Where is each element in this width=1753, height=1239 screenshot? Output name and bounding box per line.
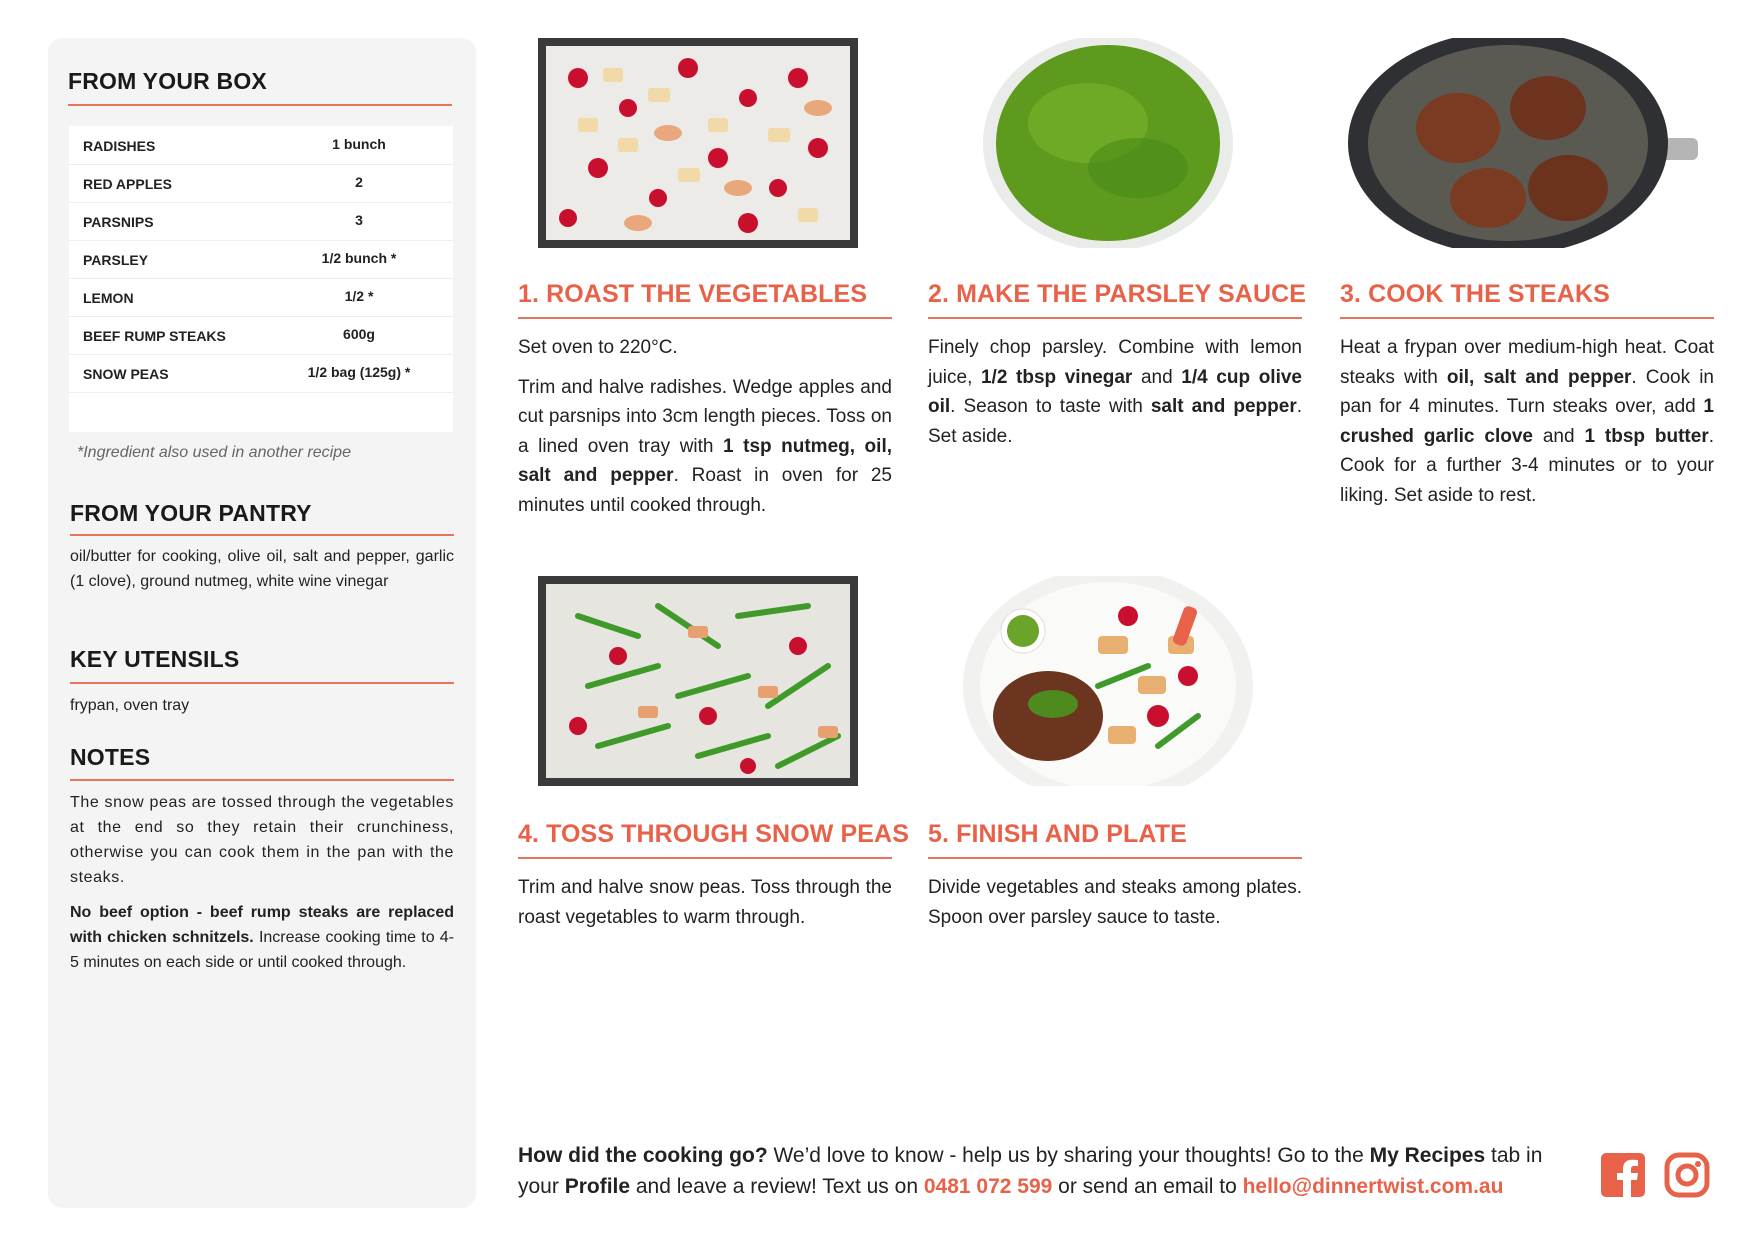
text-span: . Roast in oven for 25 minutes until cooked through. <box>518 465 892 516</box>
step-1-title: 1. ROAST THE VEGETABLES <box>518 280 868 308</box>
bold-span: 1/4 cup olive oil <box>928 366 1302 417</box>
plated-dish-photo <box>928 576 1288 786</box>
notes-no-beef-option: No beef option - beef rump steaks are replaced with chicken schnitzels. <box>70 904 454 946</box>
ingredient-name: RADISHES <box>83 138 156 154</box>
step-5-text: Divide vegetables and steaks among plates. Spoon over parsley sauce to taste. <box>928 877 1302 928</box>
step-3-p1 <box>1340 333 1714 510</box>
steaks-frypan-photo <box>1338 38 1698 248</box>
ingredient-qty: 1/2 * <box>344 288 374 304</box>
notes-text-2 <box>70 900 454 975</box>
step-1-p2 <box>518 373 892 521</box>
ingredient-row <box>69 354 453 393</box>
text-span: or send an email to <box>1052 1175 1243 1198</box>
ingredient-row <box>69 316 453 355</box>
ingredient-row <box>69 126 453 165</box>
ingredients-table <box>69 126 453 432</box>
facebook-icon[interactable] <box>1600 1152 1646 1198</box>
step-1-p1: Set oven to 220°C. <box>518 337 678 358</box>
ingredient-name: LEMON <box>83 290 134 306</box>
from-your-box-title: FROM YOUR BOX <box>68 68 267 94</box>
step-1-text <box>518 333 892 530</box>
text-span: and <box>1132 366 1182 388</box>
bold-span: oil, salt and pepper <box>1446 366 1632 388</box>
ingredient-qty: 600g <box>343 326 375 342</box>
bold-span: salt and pepper <box>1150 396 1297 417</box>
utensils-text: frypan, oven tray <box>70 697 190 714</box>
bold-span: 1/2 tbsp vinegar <box>980 366 1133 388</box>
roast-vegetables-photo <box>518 38 878 248</box>
text-span: We’d love to know - help us by sharing your thoughts! Go to the <box>767 1144 1370 1167</box>
divider <box>518 857 892 859</box>
feedback-footer <box>518 1140 1578 1202</box>
text-span: . Cook for a further 3-4 minutes or to your liking. Set aside to rest. <box>1340 425 1715 506</box>
divider <box>928 857 1302 859</box>
step-3-text <box>1340 333 1714 520</box>
ingredient-name: SNOW PEAS <box>83 366 169 382</box>
step-5-title: 5. FINISH AND PLATE <box>928 820 1187 848</box>
parsley-sauce-photo <box>928 38 1288 248</box>
divider <box>70 682 454 684</box>
email-link[interactable]: hello@dinnertwist.com.au <box>1242 1175 1504 1198</box>
text-span: and <box>1532 425 1585 447</box>
ingredient-row <box>69 202 453 241</box>
step-2-title: 2. MAKE THE PARSLEY SAUCE <box>928 280 1307 308</box>
ingredient-name: PARSLEY <box>83 252 149 268</box>
footer-question: How did the cooking go? <box>518 1144 768 1167</box>
ingredient-name: RED APPLES <box>83 176 172 192</box>
step-2-text <box>928 333 1302 461</box>
text-span: tab in your <box>518 1144 1543 1198</box>
footnote: *Ingredient also used in another recipe <box>77 444 351 461</box>
pantry-text: oil/butter for cooking, olive oil, salt and pepper, garlic (1 clove), ground nutmeg, white wine vinegar <box>70 548 454 590</box>
step-2-p1 <box>928 333 1302 451</box>
text-span: Trim and halve radishes. Wedge apples and cut parsnips into 3cm length pieces. Toss on a lined oven tray with <box>518 376 892 457</box>
divider <box>1340 317 1714 319</box>
ingredient-qty: 2 <box>355 174 363 190</box>
ingredient-name: BEEF RUMP STEAKS <box>83 328 226 344</box>
profile-link[interactable]: Profile <box>564 1175 631 1198</box>
text-span: Heat a frypan over medium-high heat. Coat steaks with <box>1340 337 1714 388</box>
ingredient-qty: 3 <box>355 212 363 228</box>
text-span: Finely chop parsley. Combine with lemon juice, <box>928 337 1302 388</box>
divider <box>928 317 1302 319</box>
ingredient-row <box>69 240 453 279</box>
instagram-icon[interactable] <box>1664 1152 1710 1198</box>
notes-text-1: The snow peas are tossed through the vegetables at the end so they retain their crunchiness, otherwise you can cook them in the pan with the steaks. <box>70 794 454 886</box>
pantry-title: FROM YOUR PANTRY <box>70 500 312 526</box>
ingredient-qty: 1/2 bag (125g) * <box>307 364 411 380</box>
divider <box>68 104 452 106</box>
step-4-text: Trim and halve snow peas. Toss through the roast vegetables to warm through. <box>518 877 892 928</box>
notes-text-2-rest: Increase cooking time to 4-5 minutes on each side or until cooked through. <box>70 929 454 971</box>
bold-span: 1 crushed garlic clove <box>1340 396 1714 447</box>
snow-peas-tray-photo <box>518 576 878 786</box>
divider <box>70 534 454 536</box>
bold-span: 1 tbsp butter <box>1584 425 1709 447</box>
my-recipes-link[interactable]: My Recipes <box>1369 1144 1486 1167</box>
text-span: . Season to taste with <box>950 396 1151 417</box>
bold-span: 1 tsp nutmeg, oil, salt and pepper <box>518 435 892 486</box>
phone-link[interactable]: 0481 072 599 <box>923 1175 1053 1198</box>
utensils-title: KEY UTENSILS <box>70 646 240 672</box>
ingredient-name: PARSNIPS <box>83 214 154 230</box>
text-span: . Set aside. <box>928 396 1302 447</box>
text-span: and leave a review! Text us on <box>630 1175 924 1198</box>
ingredient-qty: 1/2 bunch * <box>321 250 397 266</box>
step-4-title: 4. TOSS THROUGH SNOW PEAS <box>518 820 909 848</box>
divider <box>70 779 454 781</box>
step-3-title: 3. COOK THE STEAKS <box>1340 280 1610 308</box>
ingredients-sidebar <box>48 38 476 1208</box>
ingredient-row <box>69 164 453 203</box>
divider <box>518 317 892 319</box>
notes-title: NOTES <box>70 744 151 770</box>
ingredient-qty: 1 bunch <box>332 136 386 152</box>
ingredient-row <box>69 278 453 317</box>
text-span: . Cook in pan for 4 minutes. Turn steaks over, add <box>1340 366 1714 417</box>
